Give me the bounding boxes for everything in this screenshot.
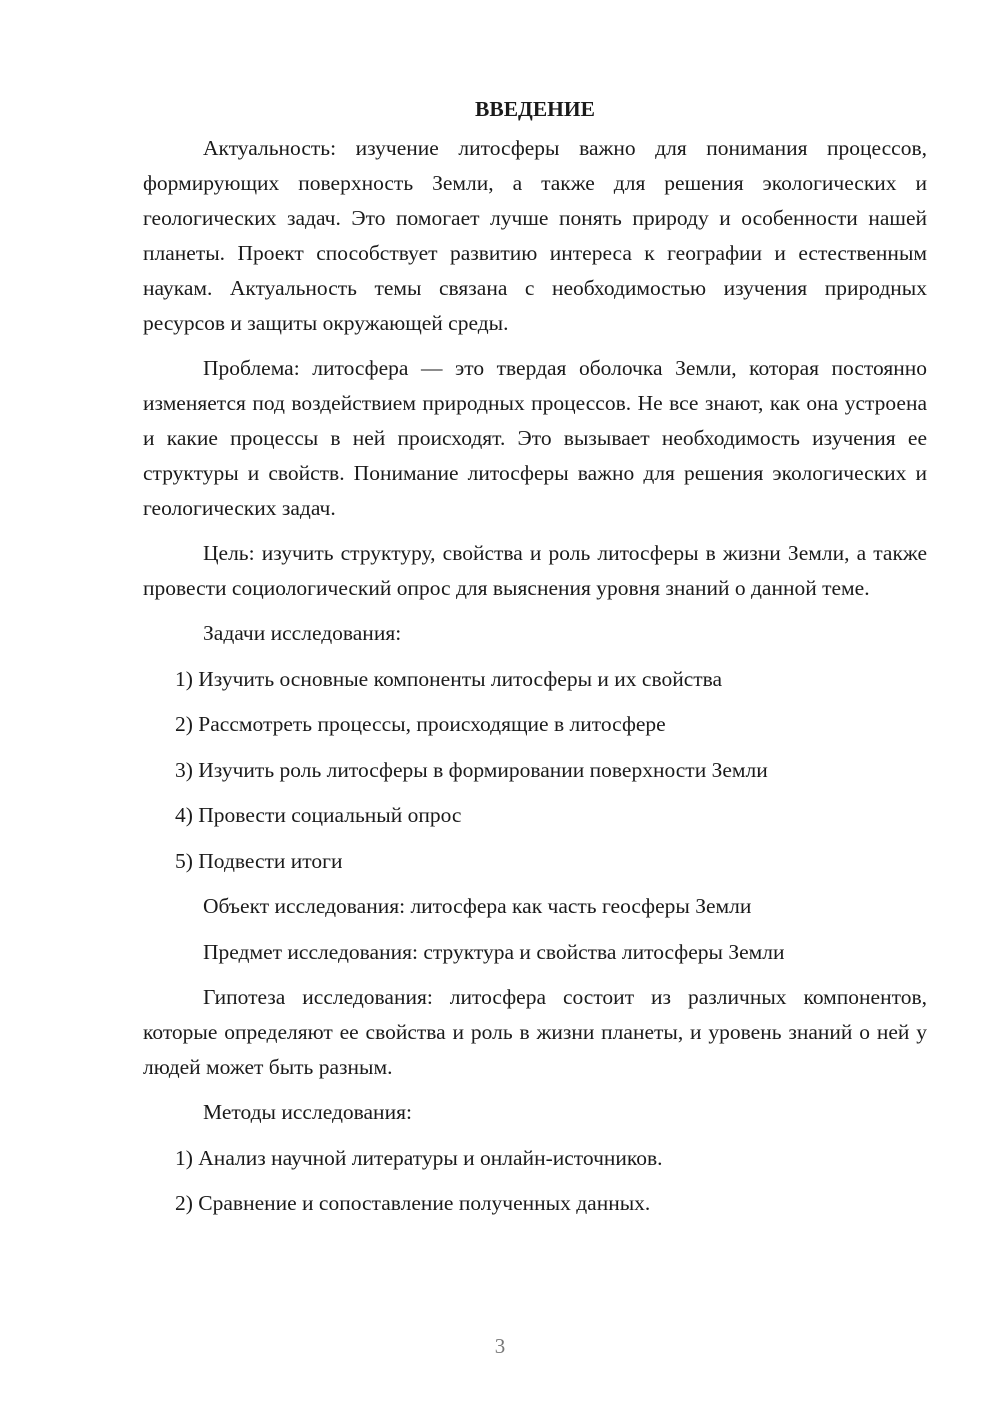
list-item: 3) Изучить роль литосферы в формировании поверхности Земли	[175, 757, 768, 782]
tasks-list	[143, 662, 927, 879]
list-item: 5) Подвести итоги	[175, 848, 343, 873]
problem-paragraph: Проблема: литосфера — это твердая оболочка Земли, которая постоянно изменяется под воздействием природных процессов. Не все знают, как она устроена и какие процессы в ней происходят. Это вызывает необходимость изучения ее структуры и свойств. Понимание литосферы важно для решения экологических и геологических задач.	[143, 356, 927, 520]
tasks-heading: Задачи исследования:	[203, 621, 402, 645]
section-title: ВВЕДЕНИЕ	[475, 97, 595, 121]
hypothesis-paragraph: Гипотеза исследования: литосфера состоит из различных компонентов, которые определяют ее свойства и роль в жизни планеты, и уровень знаний о ней у людей может быть разным.	[143, 985, 927, 1079]
object-line: Объект исследования: литосфера как часть геосферы Земли	[203, 894, 752, 918]
list-item: 1) Анализ научной литературы и онлайн-источников.	[175, 1145, 663, 1170]
page-number: 3	[494, 1334, 506, 1358]
methods-heading: Методы исследования:	[203, 1100, 412, 1124]
list-item: 2) Рассмотреть процессы, происходящие в литосфере	[175, 712, 666, 736]
list-item: 2) Сравнение и сопоставление полученных данных.	[175, 1191, 651, 1215]
methods-list	[143, 1141, 927, 1222]
list-item: 1) Изучить основные компоненты литосферы и их свойства	[175, 666, 723, 691]
subject-line: Предмет исследования: структура и свойства литосферы Земли	[203, 939, 785, 964]
list-item: 4) Провести социальный опрос	[175, 803, 462, 827]
relevance-paragraph: Актуальность: изучение литосферы важно для понимания процессов, формирующих поверхность Земли, а также для решения экологических и геологических задач. Это помогает лучше понять природу и особенности нашей планеты. Проект способствует развитию интереса к географии и естественным наукам. Актуальность темы связана с необходимостью изучения природных ресурсов и защиты окружающей среды.	[143, 136, 927, 335]
goal-paragraph: Цель: изучить структуру, свойства и роль литосферы в жизни Земли, а также провести социологический опрос для выяснения уровня знаний о данной теме.	[143, 541, 927, 600]
document-body	[143, 92, 927, 1232]
